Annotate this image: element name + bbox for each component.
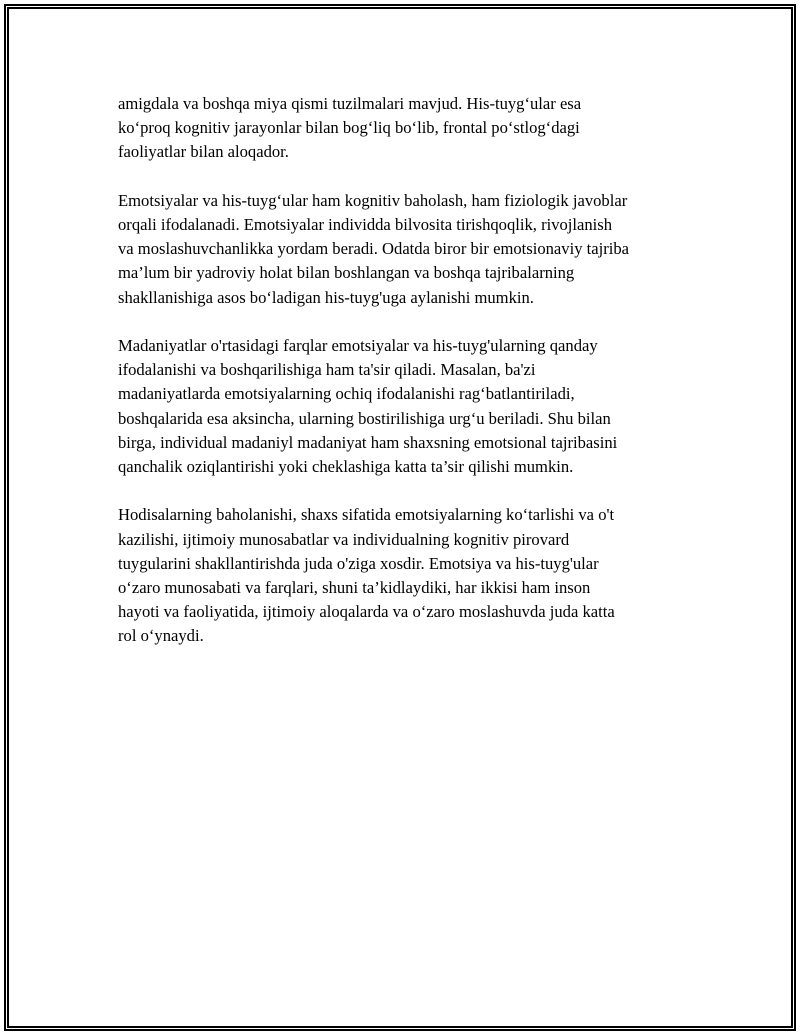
document-body — [118, 92, 698, 673]
paragraph-3: Madaniyatlar o'rtasidagi farqlar emotsiyalar va his-tuyg'ularning qanday ifodalanishi va boshqarilishiga ham ta'sir qiladi. Masalan, ba'zi madaniyatlarda emotsiyalarning ochiq ifodalanishi rag‘batlantiriladi, boshqalarida esa aksincha, ularning bostirilishiga urg‘u beriladi. Shu bilan birga, individual madaniyl madaniyat ham shaxsning emotsional tajribasini qanchalik oziqlantirishi yoki cheklashiga katta ta’sir qilishi mumkin. — [118, 336, 618, 477]
paragraph-4: Hodisalarning baholanishi, shaxs sifatida emotsiyalarning ko‘tarlishi va o't kazilishi, ijtimoiy munosabatlar va individualning kognitiv pirovard tuygularini shakllantirishda juda o'ziga xosdir. Emotsiya va his-tuyg'ular o‘zaro munosabati va farqlari, shuni ta’kidlaydiki, har ikkisi ham inson hayoti va faoliyatida, ijtimoiy aloqalarda va o‘zaro moslashuvda juda katta rol o‘ynaydi. — [118, 505, 615, 646]
paragraph-1: amigdala va boshqa miya qismi tuzilmalari mavjud. His-tuyg‘ular esa ko‘proq kognitiv jarayonlar bilan bog‘liq bo‘lib, frontal po‘stlog‘dagi faoliyatlar bilan aloqador. — [118, 94, 582, 162]
paragraph-2: Emotsiyalar va his-tuyg‘ular ham kognitiv baholash, ham fiziologik javoblar orqali ifodalanadi. Emotsiyalar individda bilvosita tirishqoqlik, rivojlanish va moslashuvchanlikka yordam beradi. Odatda biror bir emotsionaviy tajriba ma’lum bir yadroviy holat bilan boshlangan va boshqa tajribalarning shakllanishiga asos bo‘ladigan his-tuyg'uga aylanishi mumkin. — [118, 190, 630, 307]
